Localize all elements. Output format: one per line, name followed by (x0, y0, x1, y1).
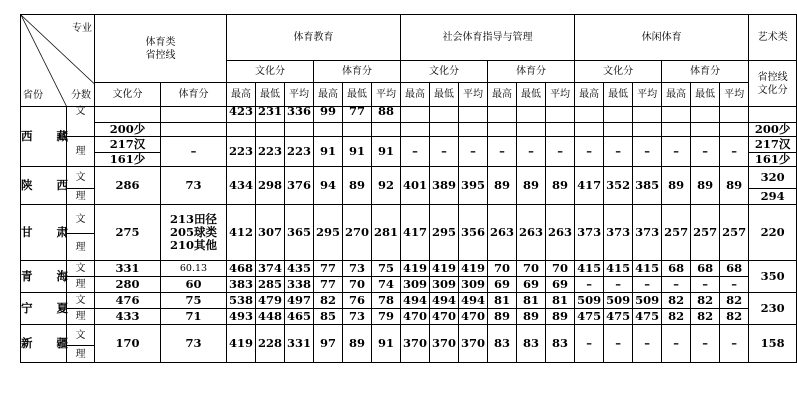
score-cell: 99 (314, 107, 343, 123)
score-cell: – (401, 137, 430, 167)
score-cell: 389 (430, 167, 459, 205)
score-cell: 352 (604, 167, 633, 205)
track-cell: 文 (67, 261, 95, 277)
table-row (21, 107, 797, 123)
line-tiyu-cell: 60 (161, 277, 227, 293)
score-cell: 419 (430, 261, 459, 277)
score-cell (401, 123, 430, 137)
score-cell (314, 123, 343, 137)
score-cell (459, 123, 488, 137)
score-cell: 415 (604, 261, 633, 277)
score-cell (401, 107, 430, 123)
score-cell: 78 (372, 293, 401, 309)
score-cell: 417 (575, 167, 604, 205)
score-cell (575, 123, 604, 137)
score-cell: 331 (285, 325, 314, 363)
score-cell: 89 (517, 309, 546, 325)
track-cell: 理 (67, 277, 95, 293)
province-cell: 新 疆 (21, 325, 67, 363)
arts-line-cell: 158 (749, 325, 797, 363)
stat-header-cell: 最低 (691, 83, 720, 107)
score-cell: 263 (546, 205, 575, 261)
score-cell: 285 (256, 277, 285, 293)
score-cell: 494 (459, 293, 488, 309)
table-row (21, 277, 797, 293)
line-wenhua-cell: 170 (95, 325, 161, 363)
score-cell: 494 (430, 293, 459, 309)
pe-category-line-header: 体育类 省控线 (95, 15, 227, 83)
score-cell: 77 (314, 261, 343, 277)
score-cell: 419 (401, 261, 430, 277)
score-cell: 298 (256, 167, 285, 205)
score-cell (720, 123, 749, 137)
score-cell: 70 (343, 277, 372, 293)
score-cell: 257 (662, 205, 691, 261)
table-row (21, 123, 797, 137)
score-cell: 82 (691, 309, 720, 325)
score-cell: 373 (604, 205, 633, 261)
score-cell: – (575, 325, 604, 363)
score-cell: 385 (633, 167, 662, 205)
score-cell: 82 (662, 309, 691, 325)
major-header-0: 体育教育 (227, 15, 401, 61)
score-cell: 82 (691, 293, 720, 309)
score-cell: 91 (372, 325, 401, 363)
score-cell: 270 (343, 205, 372, 261)
score-cell: – (662, 325, 691, 363)
score-cell: – (691, 277, 720, 293)
line-tiyu-cell: 73 (161, 167, 227, 205)
score-cell: 263 (488, 205, 517, 261)
score-cell (662, 107, 691, 123)
stat-header-cell: 最低 (343, 83, 372, 107)
score-cell: 493 (227, 309, 256, 325)
score-cell (372, 123, 401, 137)
stat-header-cell: 最低 (430, 83, 459, 107)
score-cell (227, 123, 256, 137)
arts-line-cell: 320 (749, 167, 797, 189)
track-cell: 理 (67, 189, 95, 205)
score-cell: 295 (314, 205, 343, 261)
score-cell: 336 (285, 107, 314, 123)
score-cell: 470 (401, 309, 430, 325)
score-cell: 281 (372, 205, 401, 261)
score-cell: 373 (633, 205, 662, 261)
score-cell: 370 (430, 325, 459, 363)
score-cell: – (633, 277, 662, 293)
track-cell: 文 (67, 205, 95, 234)
stat-header-cell: 平均 (372, 83, 401, 107)
arts-category-header: 艺术类 (749, 15, 797, 61)
score-cell: 475 (604, 309, 633, 325)
score-cell: 89 (662, 167, 691, 205)
line-wenhua-cell (95, 107, 161, 123)
score-cell: 509 (633, 293, 662, 309)
table-body (21, 104, 797, 363)
score-cell: 94 (314, 167, 343, 205)
score-cell: – (488, 137, 517, 167)
score-cell (633, 123, 662, 137)
score-cell: 79 (372, 309, 401, 325)
score-cell: 68 (662, 261, 691, 277)
score-cell: 370 (401, 325, 430, 363)
line-tiyu-cell (161, 107, 227, 123)
score-cell: 97 (314, 325, 343, 363)
score-cell: 91 (343, 137, 372, 167)
line-wenhua-cell: 200少 (95, 123, 161, 137)
score-cell: 89 (546, 309, 575, 325)
score-cell: 89 (691, 167, 720, 205)
stat-header-cell: 平均 (720, 83, 749, 107)
score-cell: 509 (604, 293, 633, 309)
score-cell: 68 (720, 261, 749, 277)
score-cell: 434 (227, 167, 256, 205)
score-cell: 228 (256, 325, 285, 363)
score-cell (488, 107, 517, 123)
stat-header-cell: 平均 (459, 83, 488, 107)
score-cell: – (604, 277, 633, 293)
line-wenhua-cell: 217汉 (95, 137, 161, 153)
track-cell: 理 (67, 234, 95, 261)
major-header-2: 休闲体育 (575, 15, 749, 61)
score-cell: 77 (343, 107, 372, 123)
score-cell: 82 (314, 293, 343, 309)
score-cell: 309 (401, 277, 430, 293)
corner-major-label: 专业 (72, 23, 92, 34)
score-cell: 365 (285, 205, 314, 261)
score-cell: 69 (488, 277, 517, 293)
tiyu-header-2: 体育分 (662, 61, 749, 83)
line-tiyu-cell: – (161, 137, 227, 167)
score-cell: 383 (227, 277, 256, 293)
score-cell: 415 (633, 261, 662, 277)
tiyu-header-1: 体育分 (488, 61, 575, 83)
arts-line-cell: 230 (749, 293, 797, 325)
corner-header-cell (21, 15, 95, 107)
score-cell: 338 (285, 277, 314, 293)
wenhua-header-2: 文化分 (575, 61, 662, 83)
arts-line-cell (749, 107, 797, 123)
table-row (21, 309, 797, 325)
line-tiyu-cell: 60.13 (161, 261, 227, 277)
score-cell (285, 123, 314, 137)
line-wenhua-cell: 286 (95, 167, 161, 205)
score-cell: 356 (459, 205, 488, 261)
score-cell: 73 (343, 261, 372, 277)
arts-line-cell: 350 (749, 261, 797, 293)
table-row (21, 261, 797, 277)
score-cell: 69 (517, 277, 546, 293)
score-cell: – (546, 137, 575, 167)
province-cell: 青 海 (21, 261, 67, 293)
score-cell (604, 123, 633, 137)
score-cell (459, 107, 488, 123)
score-cell: 83 (546, 325, 575, 363)
line-tiyu-cell (161, 205, 227, 261)
score-cell: – (662, 137, 691, 167)
line-tiyu-header: 体育分 (161, 83, 227, 107)
score-cell: 223 (256, 137, 285, 167)
table-row (21, 325, 797, 346)
score-cell: 82 (720, 293, 749, 309)
score-cell: 423 (227, 107, 256, 123)
score-cell: 85 (314, 309, 343, 325)
stat-header-cell: 最高 (401, 83, 430, 107)
score-cell: 419 (227, 325, 256, 363)
score-cell: 83 (517, 325, 546, 363)
arts-line-cell: 220 (749, 205, 797, 261)
score-cell: 417 (401, 205, 430, 261)
province-cell: 西 藏 (21, 107, 67, 167)
line-tiyu-cell: 73 (161, 325, 227, 363)
score-cell (691, 123, 720, 137)
corner-track-label: 分数 (71, 90, 91, 101)
score-cell: 494 (401, 293, 430, 309)
score-cell: 91 (372, 137, 401, 167)
stat-header-cell: 平均 (633, 83, 662, 107)
arts-line-cell: 161少 (749, 153, 797, 167)
stat-header-cell: 最高 (662, 83, 691, 107)
score-cell: – (633, 325, 662, 363)
score-cell: – (575, 277, 604, 293)
score-cell: 82 (662, 293, 691, 309)
score-cell: 475 (633, 309, 662, 325)
score-cell: – (720, 277, 749, 293)
arts-line-cell: 294 (749, 189, 797, 205)
score-cell: 89 (488, 309, 517, 325)
score-cell: 81 (488, 293, 517, 309)
score-cell: 70 (517, 261, 546, 277)
score-cell (546, 123, 575, 137)
wenhua-header-1: 文化分 (401, 61, 488, 83)
score-cell: 70 (488, 261, 517, 277)
score-cell: 395 (459, 167, 488, 205)
stat-header-cell: 最低 (256, 83, 285, 107)
score-cell: 538 (227, 293, 256, 309)
score-cell: – (720, 325, 749, 363)
tiyu-header-0: 体育分 (314, 61, 401, 83)
stat-header-cell: 最高 (314, 83, 343, 107)
score-cell: 470 (459, 309, 488, 325)
score-cell: 263 (517, 205, 546, 261)
score-cell (662, 123, 691, 137)
line-wenhua-cell: 161少 (95, 153, 161, 167)
score-cell (720, 107, 749, 123)
score-cell: 257 (720, 205, 749, 261)
score-cell: 223 (285, 137, 314, 167)
score-cell: 435 (285, 261, 314, 277)
line-wenhua-cell: 476 (95, 293, 161, 309)
track-cell: 文 (67, 167, 95, 189)
score-cell (488, 123, 517, 137)
arts-line-header: 省控线 文化分 (749, 61, 797, 107)
line-tiyu-cell: 75 (161, 293, 227, 309)
score-cell: 448 (256, 309, 285, 325)
track-cell: 理 (67, 137, 95, 167)
corner-province-label: 省份 (23, 90, 43, 101)
score-cell: 70 (546, 261, 575, 277)
score-cell: 91 (314, 137, 343, 167)
line-tiyu-multi-value: 213田径 205球类 210其他 (169, 212, 217, 252)
table-header (21, 15, 797, 107)
score-cell (343, 123, 372, 137)
stat-header-cell: 最高 (227, 83, 256, 107)
line-wenhua-cell: 433 (95, 309, 161, 325)
score-cell: – (604, 137, 633, 167)
score-cell: 73 (343, 309, 372, 325)
score-cell: 376 (285, 167, 314, 205)
score-cell: – (691, 137, 720, 167)
score-cell: 81 (546, 293, 575, 309)
score-cell: – (604, 325, 633, 363)
score-cell (691, 107, 720, 123)
score-cell: – (662, 277, 691, 293)
arts-line-cell: 200少 (749, 123, 797, 137)
major-header-1: 社会体育指导与管理 (401, 15, 575, 61)
score-cell: – (459, 137, 488, 167)
track-cell: 文 (67, 293, 95, 309)
score-cell: 307 (256, 205, 285, 261)
line-wenhua-cell: 275 (95, 205, 161, 261)
score-cell: 75 (372, 261, 401, 277)
score-table-container (20, 14, 791, 376)
score-cell: 309 (430, 277, 459, 293)
score-cell: 468 (227, 261, 256, 277)
score-cell: – (430, 137, 459, 167)
score-cell: 415 (575, 261, 604, 277)
table-row (21, 137, 797, 153)
score-cell (604, 107, 633, 123)
wenhua-header-0: 文化分 (227, 61, 314, 83)
score-cell: 69 (546, 277, 575, 293)
score-cell (256, 123, 285, 137)
score-cell: 479 (256, 293, 285, 309)
score-cell: 89 (488, 167, 517, 205)
score-cell: 81 (517, 293, 546, 309)
score-cell: 223 (227, 137, 256, 167)
score-cell (633, 107, 662, 123)
score-cell: 74 (372, 277, 401, 293)
table-row (21, 293, 797, 309)
score-cell: 257 (691, 205, 720, 261)
arts-line-cell: 217汉 (749, 137, 797, 153)
score-cell: 89 (343, 325, 372, 363)
score-cell: 470 (430, 309, 459, 325)
track-cell: 理 (67, 309, 95, 325)
score-cell: 76 (343, 293, 372, 309)
score-cell: 68 (691, 261, 720, 277)
score-cell: 77 (314, 277, 343, 293)
score-cell: 309 (459, 277, 488, 293)
track-cell: 文 (67, 107, 95, 137)
score-cell: 374 (256, 261, 285, 277)
score-cell: 465 (285, 309, 314, 325)
score-cell (430, 107, 459, 123)
score-cell: 497 (285, 293, 314, 309)
score-cell: – (575, 137, 604, 167)
stat-header-cell: 最高 (488, 83, 517, 107)
score-cell: 373 (575, 205, 604, 261)
track-cell: 文 (67, 325, 95, 346)
stat-header-cell: 最低 (517, 83, 546, 107)
score-cell: 92 (372, 167, 401, 205)
score-cell: 89 (720, 167, 749, 205)
score-cell: – (517, 137, 546, 167)
score-cell: 370 (459, 325, 488, 363)
stat-header-cell: 最高 (575, 83, 604, 107)
score-cell (430, 123, 459, 137)
score-cell: 88 (372, 107, 401, 123)
score-cell: 231 (256, 107, 285, 123)
score-cell: 509 (575, 293, 604, 309)
line-wenhua-cell: 331 (95, 261, 161, 277)
score-cell: 401 (401, 167, 430, 205)
score-cell: – (633, 137, 662, 167)
score-cell (517, 123, 546, 137)
line-tiyu-cell: 71 (161, 309, 227, 325)
province-cell: 陕 西 (21, 167, 67, 205)
line-wenhua-header: 文化分 (95, 83, 161, 107)
score-cell (546, 107, 575, 123)
province-cell: 宁 夏 (21, 293, 67, 325)
score-cell (517, 107, 546, 123)
table-row (21, 205, 797, 234)
score-cell (575, 107, 604, 123)
track-cell: 理 (67, 346, 95, 363)
table-row (21, 167, 797, 189)
score-cell: 89 (546, 167, 575, 205)
stat-header-cell: 平均 (546, 83, 575, 107)
score-cell: 412 (227, 205, 256, 261)
province-cell: 甘 肃 (21, 205, 67, 261)
score-cell: 419 (459, 261, 488, 277)
score-cell: 295 (430, 205, 459, 261)
score-cell: – (691, 325, 720, 363)
stat-header-cell: 最低 (604, 83, 633, 107)
score-cell: 475 (575, 309, 604, 325)
score-cell: 89 (343, 167, 372, 205)
score-cell: 82 (720, 309, 749, 325)
line-wenhua-cell: 280 (95, 277, 161, 293)
stat-header-cell: 平均 (285, 83, 314, 107)
admission-score-table (20, 14, 797, 363)
line-tiyu-cell (161, 123, 227, 137)
score-cell: – (720, 137, 749, 167)
score-cell: 89 (517, 167, 546, 205)
score-cell: 83 (488, 325, 517, 363)
